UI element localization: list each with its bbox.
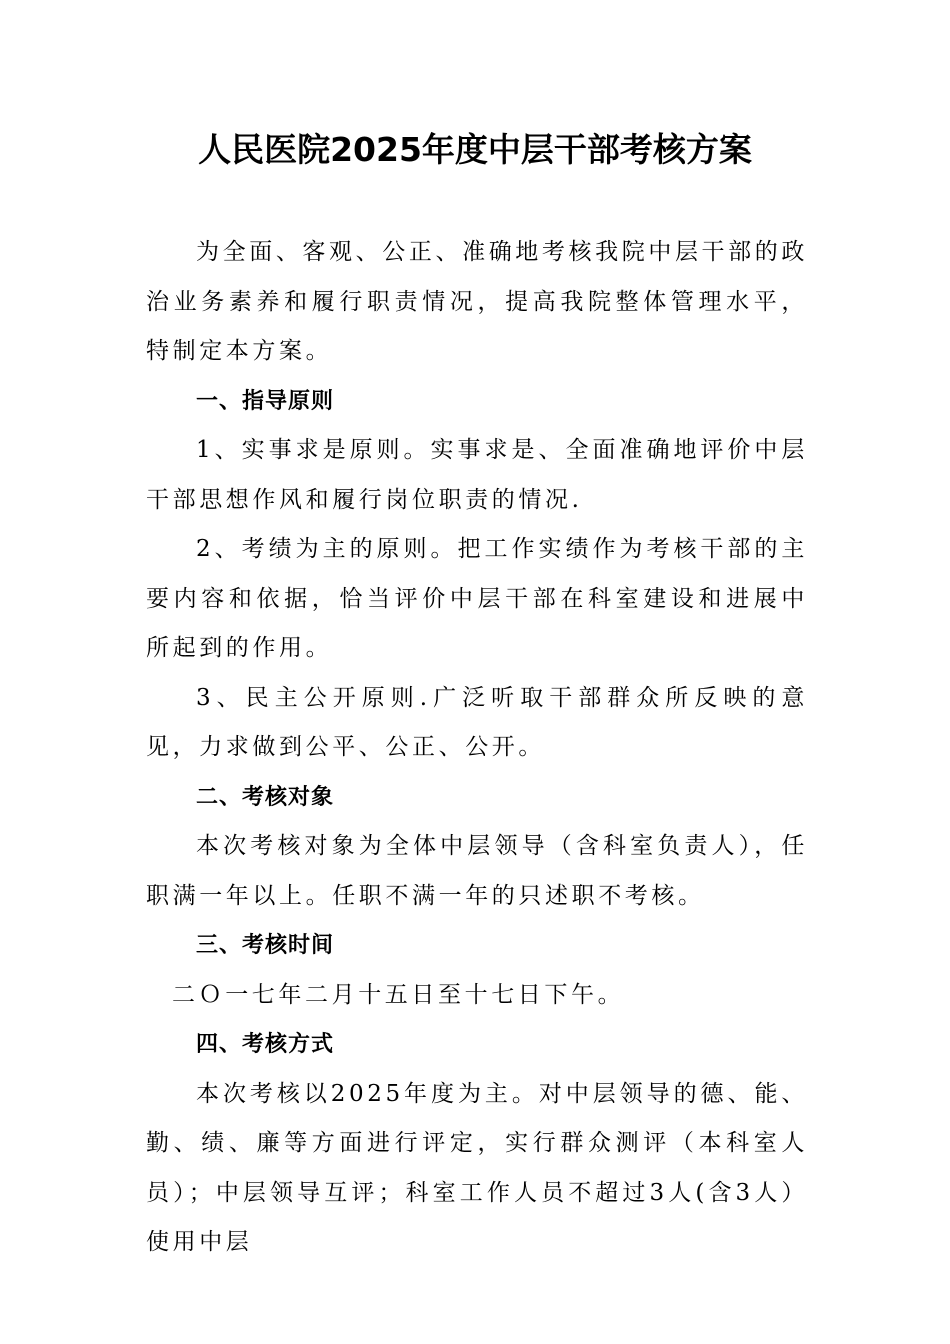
document-body <box>146 228 808 1268</box>
section-heading-method: 四、考核方式 <box>196 1032 335 1057</box>
intro-paragraph: 为全面、客观、公正、准确地考核我院中层干部的政治业务素养和履行职责情况，提高我院整体管理水平，特制定本方案。 <box>146 239 808 364</box>
section-heading-targets: 二、考核对象 <box>196 784 335 810</box>
principle-paragraph-3: 3、民主公开原则.广泛听取干部群众所反映的意见，力求做到公平、公正、公开。 <box>146 684 808 760</box>
time-paragraph: 二Ｏ一七年二月十五日至十七日下午。 <box>172 981 625 1008</box>
section-heading-principles: 一、指导原则 <box>196 388 335 414</box>
document-title: 人民医院2025年度中层干部考核方案 <box>198 130 752 169</box>
method-paragraph: 本次考核以2025年度为主。对中层领导的德、能、勤、绩、廉等方面进行评定，实行群众测评（本科室人员）；中层领导互评；科室工作人员不超过3人(含3人）使用中层 <box>146 1080 808 1255</box>
principle-paragraph-1: 1、实事求是原则。实事求是、全面准确地评价中层干部思想作风和履行岗位职责的情况. <box>146 437 808 513</box>
principle-paragraph-2: 2、考绩为主的原则。把工作实绩作为考核干部的主要内容和依据，恰当评价中层干部在科室建设和进展中所起到的作用。 <box>146 536 808 661</box>
targets-paragraph: 本次考核对象为全体中层领导（含科室负责人），任职满一年以上。任职不满一年的只述职不考核。 <box>146 833 808 909</box>
section-heading-time: 三、考核时间 <box>196 933 335 958</box>
